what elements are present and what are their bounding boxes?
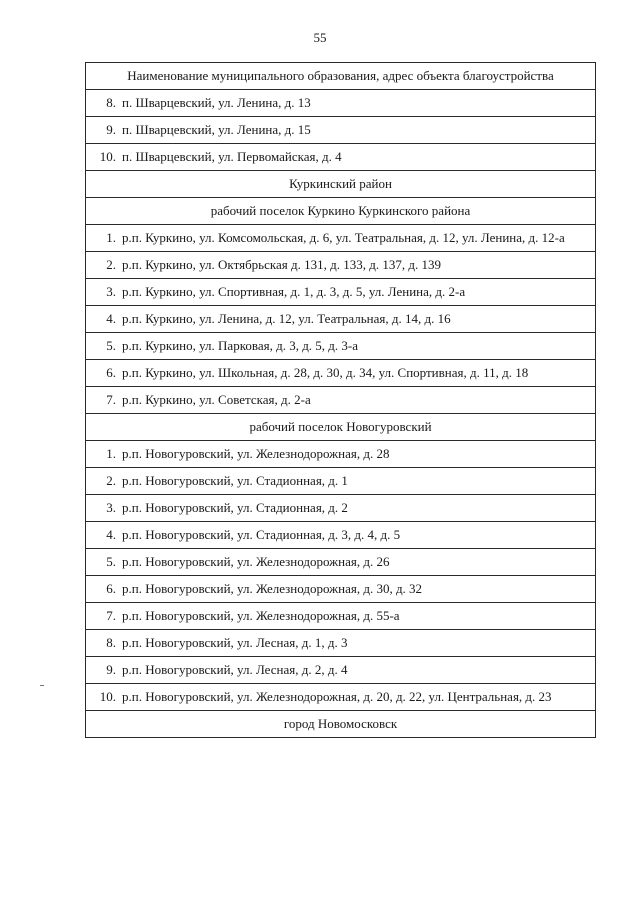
- row-address: р.п. Куркино, ул. Ленина, д. 12, ул. Театральная, д. 14, д. 16: [122, 311, 451, 326]
- row-address: р.п. Новогуровский, ул. Стадионная, д. 1: [122, 473, 348, 488]
- table-row: [86, 117, 596, 144]
- address-cell: [86, 279, 596, 306]
- row-number: 1.: [106, 446, 116, 461]
- row-content: [86, 603, 595, 629]
- table-header-cell: Наименование муниципального образования, адрес объекта благоустройства: [86, 63, 596, 90]
- table-row: [86, 225, 596, 252]
- address-cell: [86, 387, 596, 414]
- row-number: 1.: [106, 230, 116, 245]
- table-row: [86, 657, 596, 684]
- address-cell: [86, 225, 596, 252]
- row-address: р.п. Куркино, ул. Парковая, д. 3, д. 5, д. 3-а: [122, 338, 359, 353]
- table-row: [86, 468, 596, 495]
- address-cell: [86, 90, 596, 117]
- address-cell: [86, 576, 596, 603]
- row-address: р.п. Новогуровский, ул. Железнодорожная, д. 28: [122, 446, 390, 461]
- row-address: р.п. Куркино, ул. Школьная, д. 28, д. 30, д. 34, ул. Спортивная, д. 11, д. 18: [122, 365, 529, 380]
- row-number: 8.: [106, 635, 116, 650]
- address-cell: [86, 495, 596, 522]
- table-row: [86, 90, 596, 117]
- row-number: 3.: [106, 284, 116, 299]
- row-content: [86, 306, 595, 332]
- row-number: 4.: [106, 311, 116, 326]
- address-cell: [86, 603, 596, 630]
- row-content: [86, 576, 595, 602]
- section-header-row: [86, 711, 596, 738]
- address-cell: [86, 657, 596, 684]
- table-row: [86, 252, 596, 279]
- row-address: п. Шварцевский, ул. Ленина, д. 15: [122, 122, 311, 137]
- row-address: р.п. Куркино, ул. Спортивная, д. 1, д. 3, д. 5, ул. Ленина, д. 2-а: [122, 284, 466, 299]
- table-row: [86, 603, 596, 630]
- row-content: [86, 333, 595, 359]
- address-cell: [86, 522, 596, 549]
- row-address: р.п. Новогуровский, ул. Стадионная, д. 2: [122, 500, 348, 515]
- row-address: р.п. Куркино, ул. Советская, д. 2-а: [122, 392, 311, 407]
- row-number: 6.: [106, 581, 116, 596]
- row-content: [86, 657, 595, 683]
- table-row: [86, 387, 596, 414]
- row-number: 9.: [106, 122, 116, 137]
- row-number: 9.: [106, 662, 116, 677]
- section-header-row: [86, 414, 596, 441]
- address-cell: [86, 549, 596, 576]
- row-number: 8.: [106, 95, 116, 110]
- table-row: [86, 144, 596, 171]
- row-number: 6.: [106, 365, 116, 380]
- row-number: 10.: [99, 689, 116, 704]
- row-number: 2.: [106, 473, 116, 488]
- row-number: 7.: [106, 392, 116, 407]
- section-title: рабочий поселок Куркино Куркинского района: [86, 198, 596, 225]
- row-content: [86, 252, 595, 278]
- address-cell: [86, 441, 596, 468]
- section-title: Куркинский район: [86, 171, 596, 198]
- row-content: [86, 279, 595, 305]
- row-address: р.п. Новогуровский, ул. Железнодорожная, д. 20, д. 22, ул. Центральная, д. 23: [122, 689, 552, 704]
- row-content: [86, 549, 595, 575]
- row-content: [86, 495, 595, 521]
- address-cell: [86, 468, 596, 495]
- address-cell: [86, 117, 596, 144]
- address-cell: [86, 144, 596, 171]
- row-content: [86, 468, 595, 494]
- row-content: [86, 117, 595, 143]
- address-cell: [86, 684, 596, 711]
- row-address: р.п. Новогуровский, ул. Железнодорожная, д. 55-а: [122, 608, 400, 623]
- table-row: [86, 333, 596, 360]
- row-address: р.п. Новогуровский, ул. Лесная, д. 2, д. 4: [122, 662, 348, 677]
- row-content: [86, 441, 595, 467]
- table-row: [86, 495, 596, 522]
- table-row: [86, 306, 596, 333]
- table-row: [86, 522, 596, 549]
- row-number: 4.: [106, 527, 116, 542]
- row-number: 5.: [106, 554, 116, 569]
- addresses-table: [85, 62, 596, 738]
- row-address: р.п. Куркино, ул. Октябрьская д. 131, д. 133, д. 137, д. 139: [122, 257, 441, 272]
- table-row: [86, 549, 596, 576]
- row-address: р.п. Новогуровский, ул. Железнодорожная, д. 26: [122, 554, 390, 569]
- row-address: р.п. Куркино, ул. Комсомольская, д. 6, ул. Театральная, д. 12, ул. Ленина, д. 12-а: [122, 230, 565, 245]
- table-row: [86, 576, 596, 603]
- row-address: п. Шварцевский, ул. Ленина, д. 13: [122, 95, 311, 110]
- table-header-row: [86, 63, 596, 90]
- table-row: [86, 360, 596, 387]
- scan-mark: [40, 685, 44, 686]
- table-row: [86, 684, 596, 711]
- row-number: 10.: [99, 149, 116, 164]
- row-address: п. Шварцевский, ул. Первомайская, д. 4: [122, 149, 342, 164]
- row-number: 7.: [106, 608, 116, 623]
- row-number: 2.: [106, 257, 116, 272]
- table-row: [86, 630, 596, 657]
- row-address: р.п. Новогуровский, ул. Лесная, д. 1, д. 3: [122, 635, 348, 650]
- section-title: город Новомосковск: [86, 711, 596, 738]
- table-body: [86, 63, 596, 738]
- section-header-row: [86, 198, 596, 225]
- section-header-row: [86, 171, 596, 198]
- row-number: 3.: [106, 500, 116, 515]
- table-row: [86, 279, 596, 306]
- row-content: [86, 360, 595, 386]
- address-cell: [86, 360, 596, 387]
- row-number: 5.: [106, 338, 116, 353]
- row-content: [86, 630, 595, 656]
- row-content: [86, 522, 595, 548]
- address-cell: [86, 306, 596, 333]
- address-cell: [86, 333, 596, 360]
- row-address: р.п. Новогуровский, ул. Стадионная, д. 3, д. 4, д. 5: [122, 527, 401, 542]
- row-content: [86, 684, 595, 710]
- row-address: р.п. Новогуровский, ул. Железнодорожная, д. 30, д. 32: [122, 581, 423, 596]
- address-cell: [86, 630, 596, 657]
- table-row: [86, 441, 596, 468]
- row-content: [86, 144, 595, 170]
- section-title: рабочий поселок Новогуровский: [86, 414, 596, 441]
- row-content: [86, 90, 595, 116]
- page-number: 55: [313, 30, 327, 45]
- row-content: [86, 387, 595, 413]
- address-cell: [86, 252, 596, 279]
- row-content: [86, 225, 595, 251]
